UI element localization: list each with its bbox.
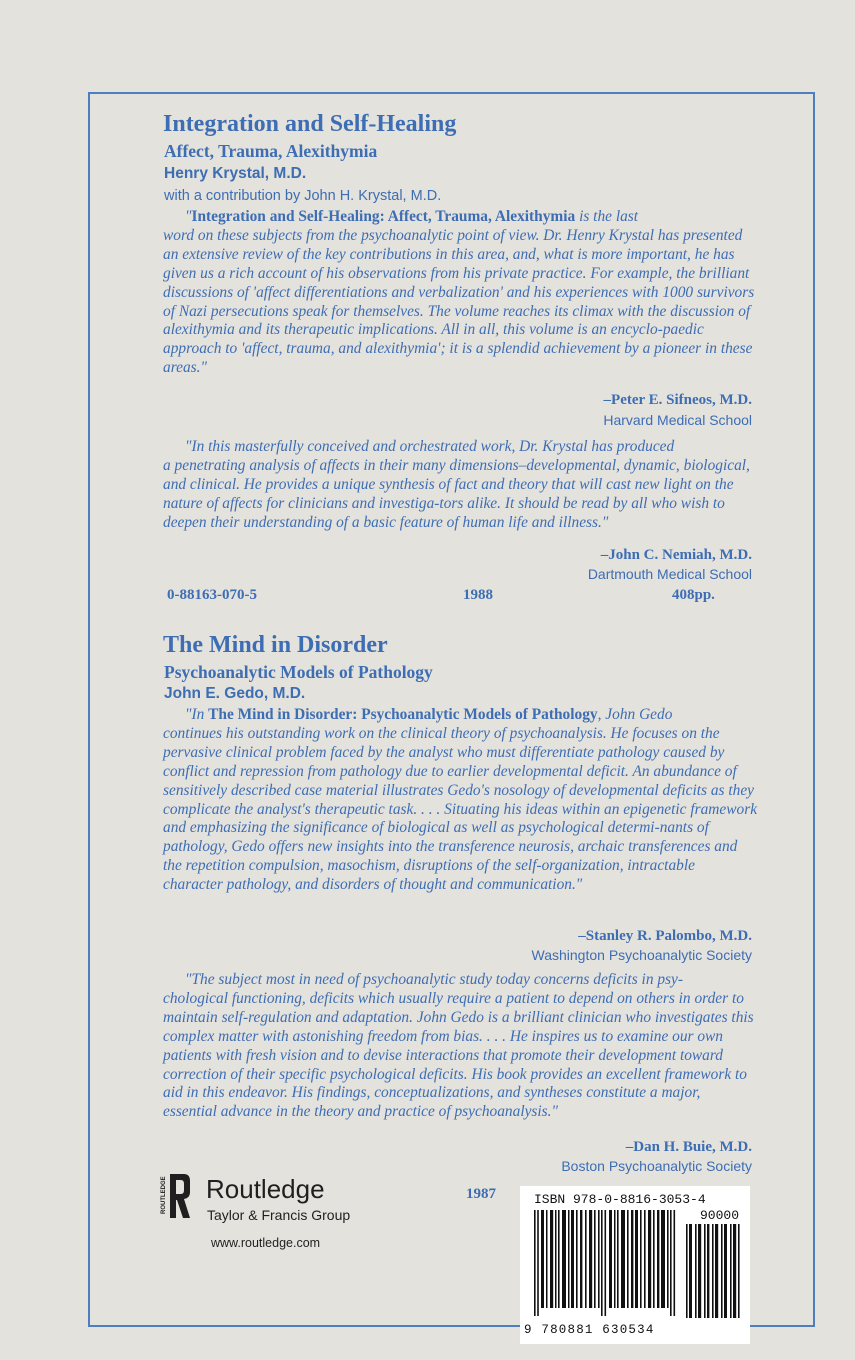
ean-bars (534, 1210, 684, 1320)
book1-attribution-sifneos: –Peter E. Sifneos, M.D. (603, 392, 752, 408)
book2-author: John E. Gedo, M.D. (164, 685, 306, 702)
book1-author: Henry Krystal, M.D. (164, 165, 307, 182)
book1-review-sifneos (163, 208, 758, 378)
book2-affiliation-washington: Washington Psychoanalytic Society (531, 947, 752, 963)
book1-contribution: with a contribution by John H. Krystal, M.D. (164, 188, 442, 204)
quote-body: a penetrating analysis of affects in their many dimensions–developmental, dynamic, biological, and clinical. He provides a unique synthesis of fact and theory that will cast new light on the nature of affects for clinicians and investiga-tors alike. It should be read by all who wish to deepen their understanding of a basic feature of human life and illness." (163, 456, 750, 531)
barcode-isbn-label: ISBN 978-0-8816-3053-4 (534, 1192, 706, 1207)
book2-title: The Mind in Disorder (163, 632, 388, 658)
book2-review-buie (163, 971, 758, 1122)
quote-first-rest: is the last (575, 208, 639, 225)
quote-open: "In (185, 706, 209, 723)
book2-review-palombo (163, 706, 758, 895)
quote-open: " (185, 208, 192, 225)
book2-affiliation-boston: Boston Psychoanalytic Society (561, 1158, 752, 1174)
book1-title: Integration and Self-Healing (163, 111, 457, 137)
quote-first-line: "The subject most in need of psychoanalytic study today concerns deficits in psy- (185, 971, 684, 988)
book2-attribution-palombo: –Stanley R. Palombo, M.D. (578, 928, 752, 944)
book1-affiliation-dartmouth: Dartmouth Medical School (587, 566, 752, 582)
book1-affiliation-harvard: Harvard Medical School (603, 412, 752, 428)
book2-attribution-buie: –Dan H. Buie, M.D. (625, 1139, 752, 1155)
quote-first-line: "In this masterfully conceived and orchestrated work, Dr. Krystal has produced (185, 438, 675, 455)
book1-review-nemiah (163, 438, 758, 533)
logo-vertical-text: ROUTLEDGE (161, 1176, 167, 1214)
publisher-url: www.routledge.com (211, 1236, 321, 1250)
book1-year: 1988 (463, 587, 493, 603)
isbn-barcode (520, 1186, 750, 1344)
book2-quote-title: The Mind in Disorder: Psychoanalytic Models of Pathology (208, 706, 598, 723)
routledge-logo-icon (160, 1172, 190, 1230)
addon-bars (686, 1224, 742, 1320)
book1-pages: 408pp. (672, 587, 715, 603)
quote-body: word on these subjects from the psychoanalytic point of view. Dr. Henry Krystal has presented an extensive review of the key contributions in this area, and, what is more important, he has given us a rich account of his observations from his private practice. For example, the brilliant discussions of 'affect differentiations and verbalization' and his experiences with 1000 survivors of Nazi persecutions speak for themselves. The volume reaches its climax with the discussion of alexithymia and its therapeutic implications. All in all, this volume is an encyclo-paedic approach to 'affect, trauma, and alexithymia'; it is a splendid achievement by a pioneer in these areas." (163, 226, 755, 377)
publisher-name: Routledge (206, 1174, 325, 1204)
quote-body: continues his outstanding work on the clinical theory of psychoanalysis. He focuses on the pervasive clinical problem faced by the analyst who must differentiate pathology caused by conflict and repression from pathology due to earlier developmental deficit. An abundance of sensitively described case material illustrates Gedo's nosology of developmental deficits as they complicate the analyst's therapeutic task. . . . Situating his ideas within an epigenetic framework and emphasizing the significance of biological as well as psychological determi-nants of pathology, Gedo offers new insights into the transference neurosis, archaic transferences and the repetition compulsion, masochism, disruptions of the self-organization, intractable character pathology, and disorders of thought and communication." (163, 724, 758, 894)
barcode-ean-digits: 9 780881 630534 (524, 1323, 655, 1337)
publisher-group: Taylor & Francis Group (207, 1207, 351, 1223)
book1-quote-title: Integration and Self-Healing: Affect, Trauma, Alexithymia (191, 208, 576, 225)
book1-isbn: 0-88163-070-5 (167, 587, 257, 603)
barcode-price-code: 90000 (700, 1208, 740, 1223)
quote-first-rest: , John Gedo (597, 706, 673, 723)
book2-subtitle: Psychoanalytic Models of Pathology (164, 662, 433, 682)
book2-year: 1987 (466, 1186, 496, 1202)
book1-subtitle: Affect, Trauma, Alexithymia (164, 141, 378, 161)
book1-attribution-nemiah: –John C. Nemiah, M.D. (600, 547, 752, 563)
quote-body: chological functioning, deficits which usually require a patient to depend on others in order to maintain self-regulation and adaptation. John Gedo is a brilliant clinician who investigates this complex matter with astonishing freedom from bias. . . . He inspires us to examine our own patients with fresh vision and to devise interactions that promote their development toward correction of their specific psychological deficits. His book provides an excellent framework to aid in this endeavor. His findings, conceptualizations, and syntheses constitute a major, essential advance in the theory and practice of psychoanalysis." (163, 989, 754, 1121)
